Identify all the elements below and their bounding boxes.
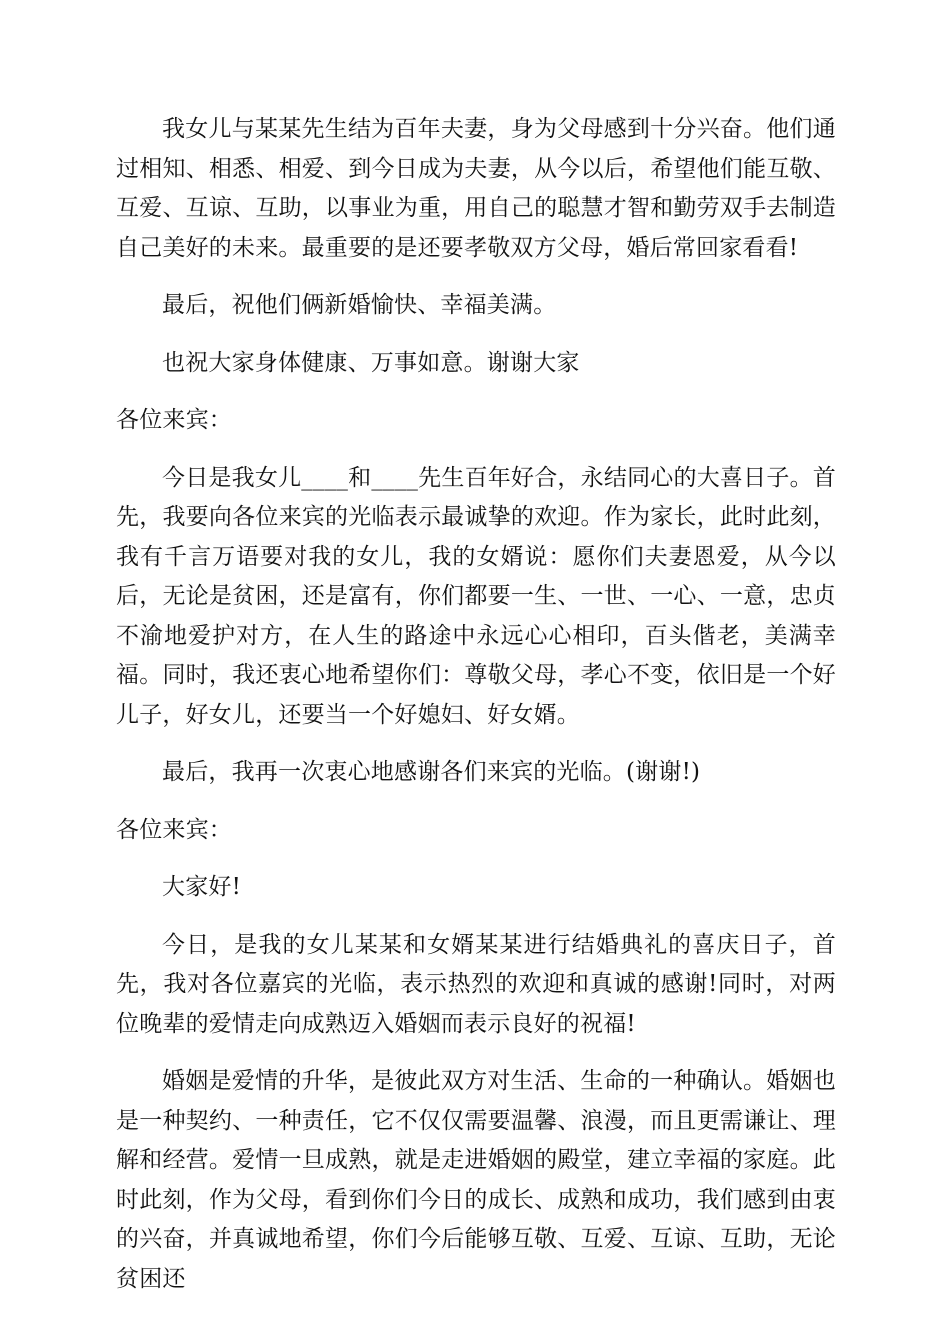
paragraph-daughter-marriage: 我女儿与某某先生结为百年夫妻，身为父母感到十分兴奋。他们通过相知、相悉、相爱、到今日成为夫妻，从今以后，希望他们能互敬、互爱、互谅、互助，以事业为重，用自己的聪慧才智和勤劳双手去制造自己美好的未来。最重要的是还要孝敬双方父母，婚后常回家看看! [116, 116, 836, 261]
paragraph-welcome-speech: 今日是我女儿____和____先生百年好合，永结同心的大喜日子。首先，我要向各位来宾的光临表示最诚挚的欢迎。作为家长，此时此刻，我有千言万语要对我的女儿，我的女婿说：愿你们夫妻恩爱，从今以后，无论是贫困，还是富有，你们都要一生、一世、一心、一意，忠贞不渝地爱护对方，在人生的路途中永远心心相印，百头偕老，美满幸福。同时，我还衷心地希望你们：尊敬父母，孝心不变，依旧是一个好儿子，好女儿，还要当一个好媳妇、好女婿。 [116, 464, 836, 728]
salutation-guests: 各位来宾： [116, 816, 232, 843]
paragraph-wedding-ceremony: 今日，是我的女儿某某和女婿某某进行结婚典礼的喜庆日子，首先，我对各位嘉宾的光临，表示热烈的欢迎和真诚的感谢!同时，对两位晚辈的爱情走向成熟迈入婚姻而表示良好的祝福! [116, 931, 836, 1037]
paragraph-thanks: 最后，我再一次衷心地感谢各们来宾的光临。(谢谢!) [162, 759, 701, 785]
document-body [116, 110, 836, 1317]
paragraph-marriage-meaning: 婚姻是爱情的升华，是彼此双方对生活、生命的一种确认。婚姻也是一种契约、一种责任，它不仅仅需要温馨、浪漫，而且更需谦让、理解和经营。爱情一旦成熟，就是走进婚姻的殿堂，建立幸福的家庭。此时此刻，作为父母，看到你们今日的成长、成熟和成功，我们感到由衷的兴奋，并真诚地希望，你们今后能够互敬、互爱、互谅、互助，无论贫困还 [116, 1068, 836, 1292]
salutation-guests: 各位来宾： [116, 407, 232, 433]
paragraph-wish-everyone: 也祝大家身体健康、万事如意。谢谢大家 [162, 349, 580, 376]
greeting-hello: 大家好! [162, 874, 242, 900]
paragraph-wish-newlyweds: 最后，祝他们俩新婚愉快、幸福美满。 [162, 292, 557, 318]
